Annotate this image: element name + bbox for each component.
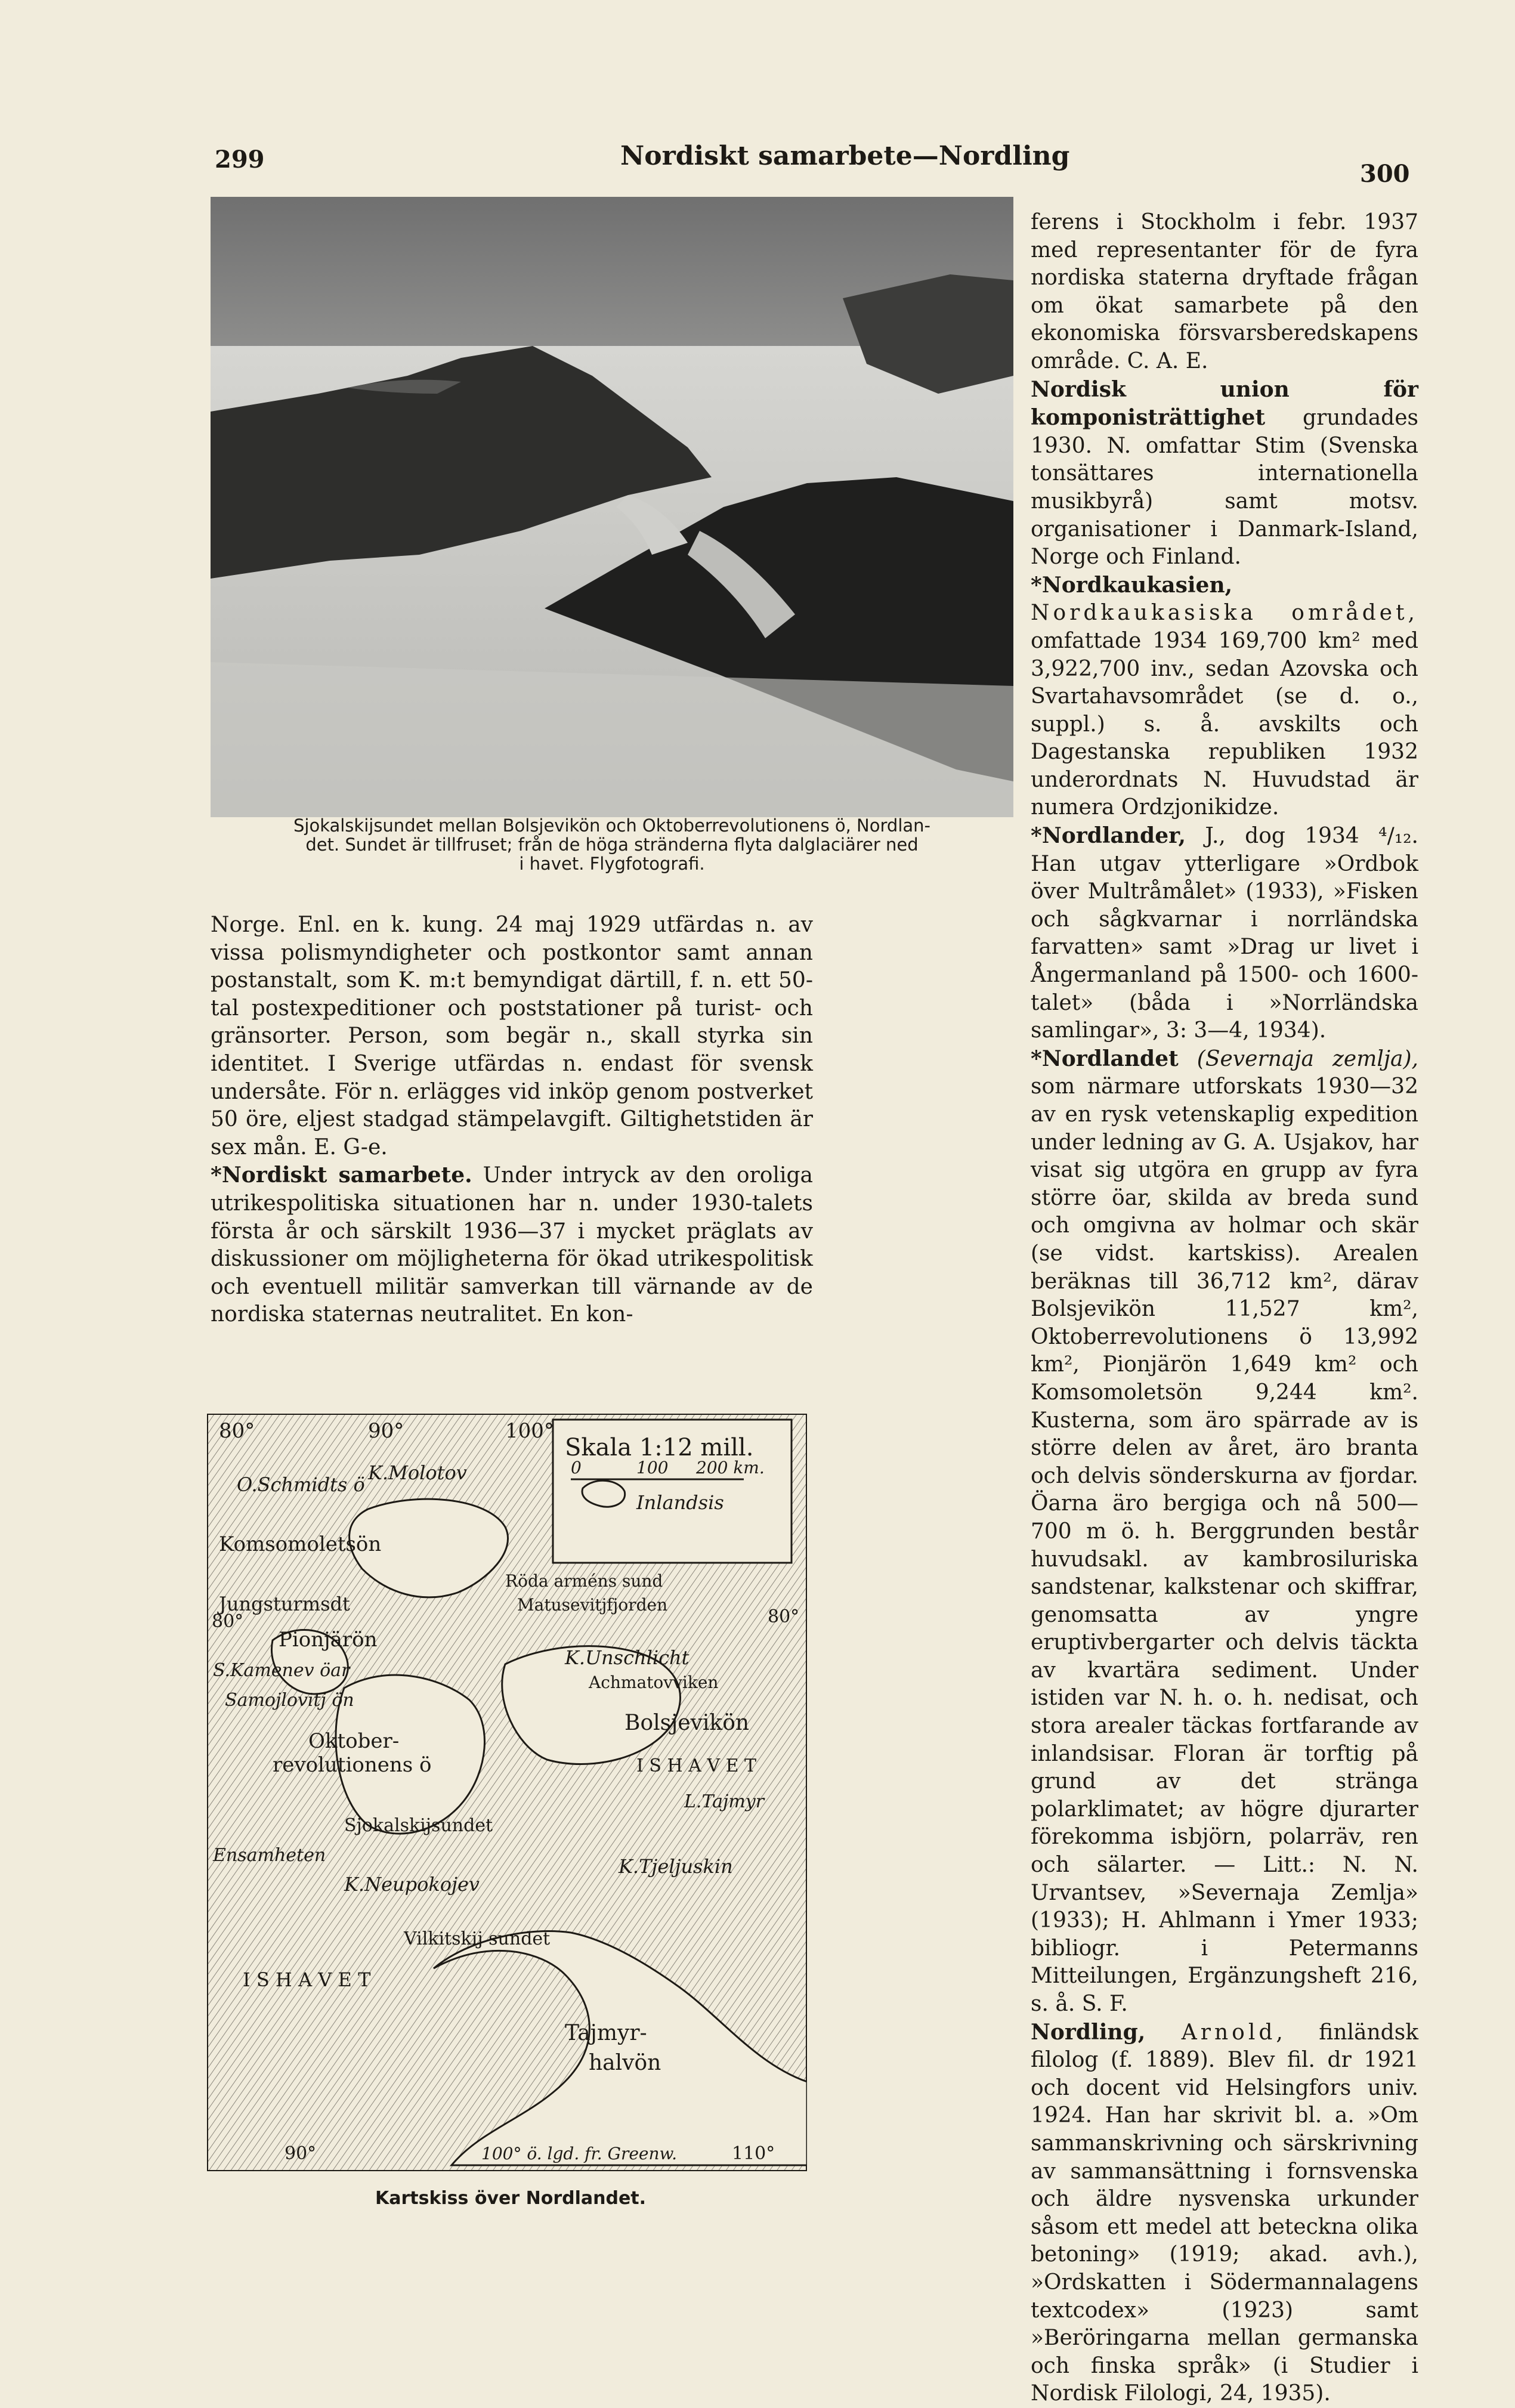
nordlandet-paragraph <box>1031 1045 1418 2018</box>
label-matusevitj: Matusevitjfjorden <box>517 1595 668 1615</box>
lon-90-bottom: 90° <box>285 2143 317 2164</box>
scale-label-0: 0 <box>571 1458 582 1477</box>
label-k-unschlicht: K.Unschlicht <box>565 1646 690 1669</box>
label-vilkitskij: Vilkitskij sundet <box>404 1928 551 1949</box>
label-roda-armens: Röda arméns sund <box>505 1571 663 1591</box>
entry-spaced: Nordkaukasiska området, <box>1031 601 1418 626</box>
scale-label-200: 200 km. <box>696 1458 765 1477</box>
entry-text: omfattade 1934 169,700 km² med 3,922,700 inv., sedan Azovska och Svartahavsområdet (se d. o., suppl.) s. å. avskilts och Dagestanska republiken 1932 underordnats N. Huvudstad är numera Ordzjonikidze. <box>1031 628 1418 820</box>
label-ishavet-right: I S H A V E T <box>636 1755 757 1776</box>
label-s-kamenev: S.Kamenev öar <box>213 1660 350 1681</box>
label-l-tajmyr: L.Tajmyr <box>684 1791 765 1812</box>
label-ishavet-left: I S H A V E T <box>243 1968 371 1991</box>
left-column <box>211 911 813 1329</box>
entry-heading: *Nordiskt samarbete. <box>211 1163 472 1188</box>
entry-text: J., dog 1934 ⁴/₁₂. Han utgav ytterligare »Ordbok över Multråmålet» (1933), »Fisken och sågkvarnar i norrländska farvatten» samt »Drag ur livet i Ångermanland på 1500- och 1600-talet» (båda i »Norrländska samlingar», 3: 3—4, 1934). <box>1031 824 1418 1043</box>
label-achmatovviken: Achmatovviken <box>589 1673 719 1692</box>
running-title: Nordiskt samarbete—Nordling <box>620 141 1070 171</box>
label-tajmyr: Tajmyr- <box>565 2021 647 2045</box>
label-komsomolets: Komsomoletsön <box>219 1532 382 1556</box>
legend-inlandsis: Inlandsis <box>636 1491 724 1514</box>
entry-heading: *Nordlander, <box>1031 823 1186 849</box>
lat-80-left: 80° <box>212 1611 244 1632</box>
label-k-tjeljuskin: K.Tjeljuskin <box>619 1855 733 1878</box>
label-ensamheten: Ensamheten <box>213 1845 326 1866</box>
aerial-photograph <box>211 197 1013 817</box>
lon-90-top: 90° <box>368 1419 404 1443</box>
nordiskt-samarbete-paragraph <box>211 1161 813 1329</box>
entry-heading: *Nordlandet <box>1031 1046 1179 1071</box>
photo-caption <box>211 816 1013 873</box>
right-column <box>1031 209 1418 2408</box>
norge-paragraph: Norge. Enl. en k. kung. 24 maj 1929 utfärdas n. av vissa polismyndigheter och postkontor samt annan postanstalt, som K. m:t bemyndigat därtill, f. n. ett 50-tal postexpeditioner och poststationer på turist- och gränsorter. Person, som begär n., skall styrka sin identitet. I Sverige utfärdas n. endast för svensk undersåte. För n. erlägges vid inköp genom postverket 50 öre, eljest stadgad stämpelavgift. Giltighetstiden är sex mån. E. G-e. <box>211 913 813 1160</box>
label-samojlovitj: Samojlovitj ön <box>225 1690 354 1711</box>
label-o-schmidts: O.Schmidts ö <box>237 1473 365 1496</box>
map-sketch <box>207 1414 807 2171</box>
lon-80-top: 80° <box>219 1419 255 1443</box>
caption-line-2: det. Sundet är tillfruset; från de höga stränderna flyta dalglaciärer ned <box>305 834 919 855</box>
continuation-paragraph: ferens i Stockholm i febr. 1937 med representanter för de fyra nordiska staterna dryftade frågan om ökat samarbete på den ekonomiska försvarsberedskapens område. C. A. E. <box>1031 210 1418 373</box>
nordkaukasien-paragraph <box>1031 571 1418 822</box>
lon-100-top: 100° <box>505 1419 554 1443</box>
entry-text: Under intryck av den oroliga utrikespolitiska situationen har n. under 1930-talets första år och särskilt 1936—37 i mycket präglats av diskussioner om möjligheterna för ökad utrikespolitisk och eventuell militär samverkan till värnande av de nordiska staternas neutralitet. En kon- <box>211 1163 813 1327</box>
caption-line-1: Sjokalskijsundet mellan Bolsjevikön och Oktoberrevolutionens ö, Nordlan- <box>293 815 930 836</box>
map-caption: Kartskiss över Nordlandet. <box>375 2188 647 2209</box>
label-k-neupokojev: K.Neupokojev <box>344 1873 480 1896</box>
label-jungsturmsdt: Jungsturmsdt <box>219 1593 350 1615</box>
entry-spaced: Arnold, <box>1145 2020 1287 2045</box>
label-halvon: halvön <box>589 2051 661 2075</box>
label-oktober: Oktober- <box>308 1729 400 1753</box>
entry-heading: Nordisk union för komponisträttighet <box>1031 376 1418 431</box>
lon-110-bottom: 110° <box>732 2143 775 2164</box>
lat-80-right: 80° <box>768 1606 800 1627</box>
label-bolsjevikon: Bolsjevikön <box>624 1711 750 1735</box>
scale-label-100: 100 <box>636 1458 669 1477</box>
entry-heading: *Nordkaukasien, <box>1031 572 1233 598</box>
entry-italic: (Severnaja zemlja), <box>1178 1046 1418 1071</box>
label-revolutionens: revolutionens ö <box>273 1753 432 1777</box>
label-k-molotov: K.Molotov <box>368 1461 467 1484</box>
entry-text: som närmare utforskats 1930—32 av en rysk vetenskaplig expedition under ledning av G. A. Usjakov, har visat sig utgöra en grupp av fyra större öar, skilda av breda sund och omgivna av holmar och skär (se vidst. kartskiss). Arealen beräknas till 36,712 km², därav Bolsjevikön 11,527 km², Oktoberrevolutionens ö 13,992 km², Pionjärön 1,649 km² och Komsomoletsön 9,244 km². Kusterna, som äro spärrade av is större delen av året, äro branta och delvis sönderskurna av fjordar. Öarna äro bergiga och nå 500—700 m ö. h. Berggrunden består huvudsakl. av kambrosiluriska sandstenar, kalkstenar och skiffrar, genomsatta av yngre eruptivbergarter och delvis täckta av kvartära sediment. Under istiden var N. h. o. h. nedisat, och stora arealer täckas fortfarande av inlandsisar. Floran är torftig på grund av det stränga polarklimatet; av högre djurarter förekomma isbjörn, polarräv, ren och sälarter. — Litt.: N. N. Urvantsev, »Severnaja Zemlja» (1933); H. Ahlmann i Ymer 1933; bibliogr. i Petermanns Mitteilungen, Ergänzungsheft 216, s. å. S. F. <box>1031 1074 1418 2016</box>
entry-text: grundades 1930. N. omfattar Stim (Svenska tonsättares internationella musikbyrå) samt motsv. organisationer i Danmark-Island, Norge och Finland. <box>1031 406 1418 570</box>
page-number-right: 300 <box>1360 160 1410 188</box>
label-pionjaron: Pionjärön <box>279 1628 378 1652</box>
entry-heading: Nordling, <box>1031 2019 1146 2045</box>
nordlander-paragraph <box>1031 822 1418 1045</box>
page-number-left: 299 <box>215 146 265 174</box>
nordling-paragraph <box>1031 2018 1418 2408</box>
entry-text: finländsk filolog (f. 1889). Blev fil. dr 1921 och docent vid Helsingfors univ. 1924. Han har skrivit bl. a. »Om sammanskrivning och särskrivning av sammansättning i fornsvenska och äldre nysvenska urkunder såsom ett medel att beteckna olika betoning» (1919; akad. avh.), »Ordskatten i Södermannalagens textcodex» (1923) samt »Beröringarna mellan germanska och finska språk» (i Studier i Nordisk Filologi, 24, 1935). <box>1031 2020 1419 2406</box>
nordisk-union-paragraph <box>1031 376 1418 571</box>
lon-100-bottom: 100° ö. lgd. fr. Greenw. <box>481 2144 678 2163</box>
scale-title: Skala 1:12 mill. <box>565 1434 754 1461</box>
caption-line-3: i havet. Flygfotografi. <box>519 854 705 874</box>
label-sjokalskij: Sjokalskijsundet <box>344 1815 493 1836</box>
